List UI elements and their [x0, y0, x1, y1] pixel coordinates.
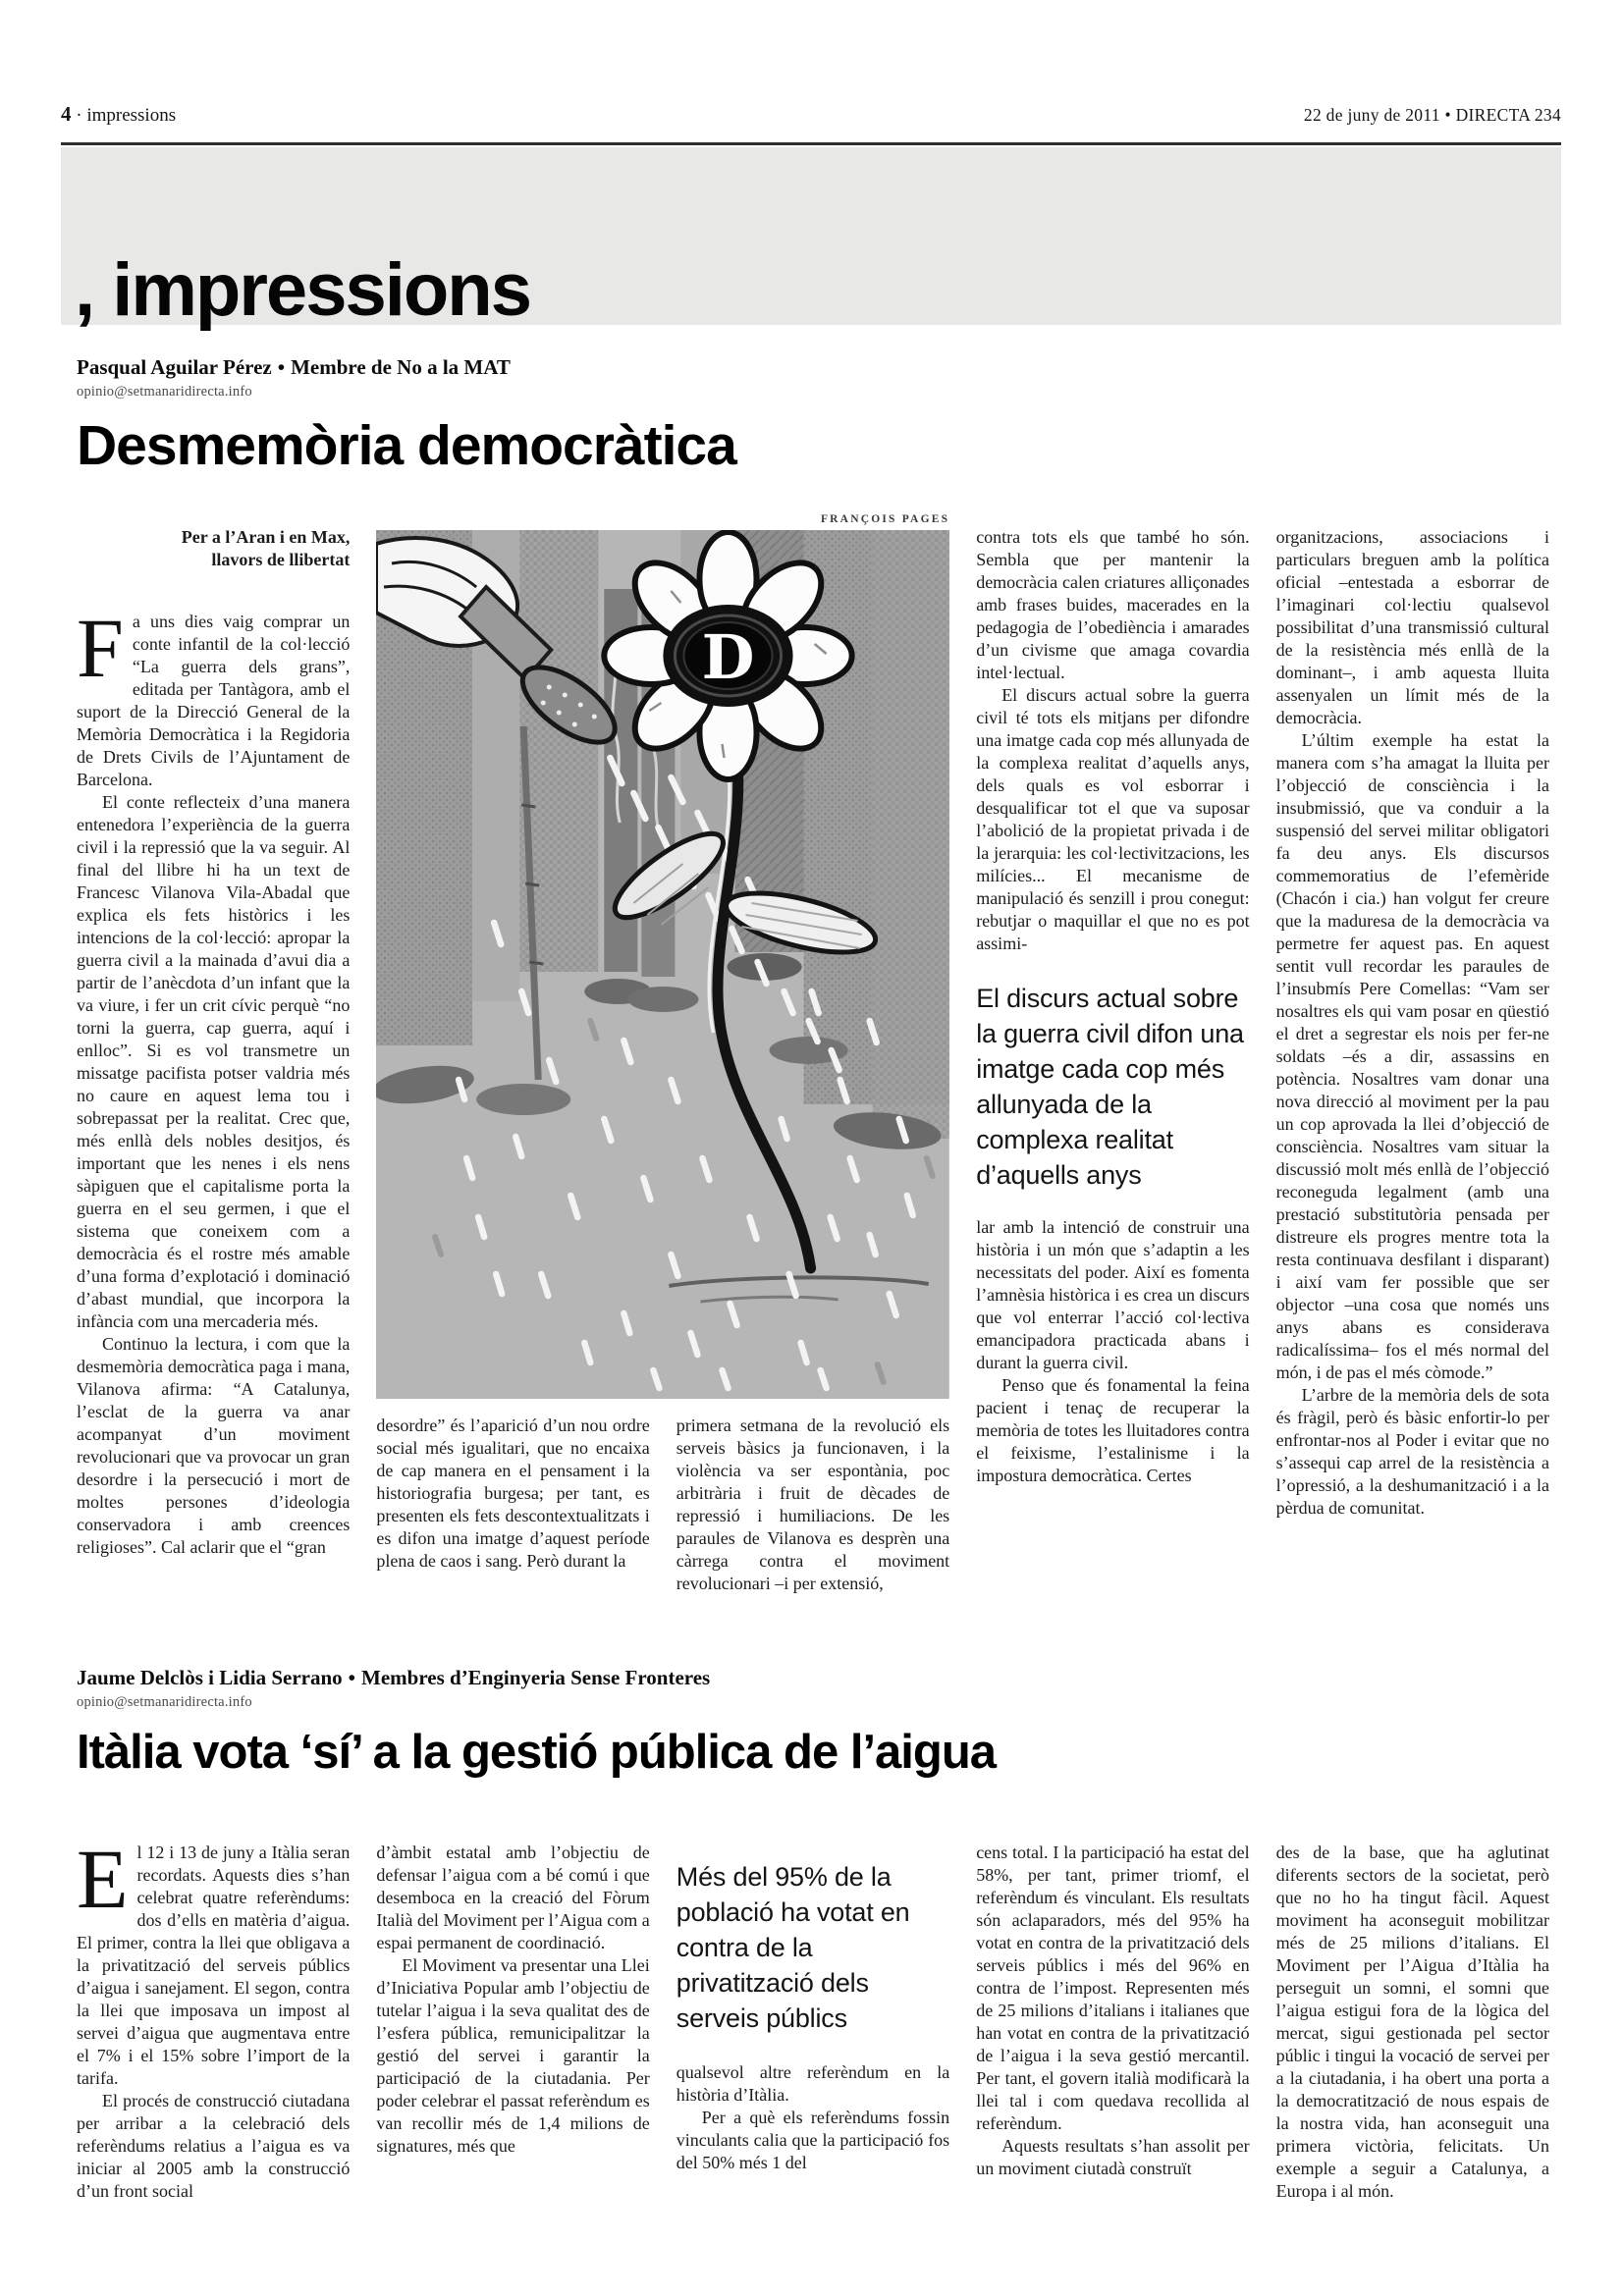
article-2-column-1 — [77, 1830, 350, 2293]
article-2-title: Itàlia vota ‘sí’ a la gestió pública de l’aigua — [77, 1726, 997, 1779]
article-2-header — [77, 1666, 1549, 1777]
article-1-byline — [77, 355, 1549, 380]
byline-separator: • — [277, 355, 286, 379]
drop-cap: F — [77, 601, 124, 695]
author-role: Membres d’Enginyeria Sense Fronteres — [361, 1666, 711, 1689]
article-1-header — [77, 355, 1549, 477]
header-section — [61, 102, 176, 127]
author-name: Jaume Delclòs i Lidia Serrano — [77, 1666, 343, 1689]
illustration-credit: FRANÇOIS PAGÈS — [820, 514, 950, 525]
dedication: Per a l’Aran i en Max, llavors de llibertat — [181, 527, 351, 569]
paragraph: L’arbre de la memòria dels de sota és fràgil, però és bàsic enfortir-lo per enfrontar-nos al Poder i evitar que no s’assequi cap arrel de la resistència a l’opressió, a la deshumanització i a la pèrdua de comunitat. — [1275, 1385, 1549, 1518]
paragraph: Aquests resultats s’han assolit per un moviment ciutadà construït — [976, 2136, 1250, 2178]
header-bullet: • — [1444, 105, 1451, 125]
section-banner-title: , impressions — [75, 248, 530, 333]
flower-watering-illustration — [376, 530, 949, 1399]
header-rule — [61, 142, 1561, 145]
article-2-body — [77, 1830, 1549, 2293]
article-1-title: Desmemòria democràtica — [77, 414, 736, 477]
paragraph: El discurs actual sobre la guerra civil té tots els mitjans per difondre una imatge cada cop més allunyada de la complexa realitat d’aquells anys, dels quals es vol esborrar i desqualificar tot el que va suposar l’abolició de la propietat privada i de la jerarquia: les col·lectivitzacions, les milícies... El mecanisme de manipulació és senzill i prou conegut: rebutjar o maquillar el que no es pot assimi- — [976, 685, 1250, 953]
pull-quote: Més del 95% de la població ha votat en contra de la privatització dels serveis públics — [676, 1862, 910, 2033]
article-1-body — [77, 514, 1549, 1658]
header-date: 22 de juny de 2011 — [1303, 105, 1440, 125]
paragraph: contra tots els que també ho són. Sembla que per mantenir la democràcia calen criatures alliçonades amb frases buides, macerades en la pedagogia de l’obediència i amarades d’un civisme que amaga covardia intel·lectual. — [976, 527, 1250, 682]
article-2-column-5 — [1276, 1830, 1549, 2293]
article-2-column-3 — [676, 1830, 949, 2293]
article-1-column-5 — [1276, 514, 1549, 1658]
paragraph: lar amb la intenció de construir una història i un món que s’adaptin a les necessitats del poder. Així es fomenta l’amnèsia històrica i es crea un discurs que vol enterrar l’acció col·lectiva emancipadora practicada abans i durant la guerra civil. — [976, 1217, 1250, 1372]
article-1-column-2 — [376, 1415, 649, 1658]
header-issue-info — [1304, 105, 1561, 126]
article-1-column-1 — [77, 514, 350, 1658]
paragraph: d’àmbit estatal amb l’objectiu de defensar l’aigua com a bé comú i que desemboca en la creació del Fòrum Italià del Moviment per l’Aigua com a espai permanent de coordinació. — [376, 1842, 650, 1952]
letter-d-ornament: D — [701, 620, 755, 693]
byline-separator: • — [348, 1666, 356, 1689]
author-email-link[interactable]: opinio@setmanaridirecta.info — [77, 1694, 252, 1710]
paragraph: Fa uns dies vaig comprar un conte infantil de la col·lecció “La guerra dels grans”, editada per Tantàgora, amb el suport de la Direcció General de la Memòria Democràtica i la Regidoria de Drets Civils de l’Ajuntament de Barcelona. — [77, 601, 351, 789]
paragraph: El 12 i 13 de juny a Itàlia seran recordats. Aquests dies s’han celebrat quatre referèndums: dos d’ells en matèria d’aigua. El primer, contra la llei que obligava a la privatització del serveis públics d’aigua i sanejament. El segon, contra la llei que imposava un impost al servei d’aigua que augmentava entre el 7% i el 15% sobre l’import de la tarifa. — [77, 1832, 351, 2088]
header-section-label: impressions — [86, 105, 177, 126]
author-email-link[interactable]: opinio@setmanaridirecta.info — [77, 384, 252, 400]
paragraph: cens total. I la participació ha estat del 58%, per tant, primer triomf, el referèndum és vinculant. Els resultats són aclaparadors, més del 95% ha votat en contra de la privatització dels serveis públics i més del 96% en contra de l’impost. Representen més de 25 milions d’italians i italianes que han votat en contra de la privatització de l’aigua i la seva gestió mercantil. Per tant, el govern italià modificarà la llei tal i com quedava recollida al referèndum. — [976, 1842, 1250, 2133]
author-role: Membre de No a la MAT — [291, 355, 511, 379]
paragraph: L’últim exemple ha estat la manera com s’ha amagat la lluita per l’objecció de consciència i la insubmissió, que va conduir a la suspensió del servei militar obligatori fa deu anys. Els discursos commemoratius de l’efemèride (Chacón i cia.) han volgut fer creure que la maduresa de la democràcia va permetre fer aquest pas. En aquest sentit vull recordar les paraules de l’insubmís Pere Comellas: “Vam ser nosaltres els qui vam posar en qüestió el dret a segrestar els nois per fer-ne soldats –és a dir, assassins en potència. Nosaltres vam donar una nova direcció al moviment per la pau un cop aprovada la llei d’objecció de consciència. Nosaltres vam situar la discussió molt més enllà de l’objecció reconeguda legalment (amb una prestació substitutòria pensada per distreure els progres mentre tota la resta continuava desfilant i disparant) i així vam fer possible que ser objector –una cosa que només uns anys abans es considerava radicalíssima– fos el més normal del món, i de pas el més còmode.” — [1275, 730, 1549, 1382]
paragraph: Continuo la lectura, i com que la desmemòria democràtica paga i mana, Vilanova afirma: “A Catalunya, l’esclat de la guerra va anar acompanyat d’un moviment revolucionari que va provocar un gran desordre i la persecució i mort de moltes persones d’ideologia conservadora i amb creences religioses”. Cal aclarir que el “gran — [77, 1334, 351, 1557]
page-number: 4 — [61, 102, 72, 126]
paragraph: El conte reflecteix d’una manera entenedora l’experiència de la guerra civil i la repressió que la va seguir. Al final del llibre hi ha un text de Francesc Vilanova Vila-Abadal que explica els fets històrics i les intencions de la col·lecció: apropar la guerra civil a la mainada d’avui dia a partir de l’anècdota d’un infant que la va viure, i fer un crit cívic perquè “no torni la guerra, cap guerra, aquí i enlloc”. Si es vol transmetre un missatge pacifista potser valdria més no caure en aquest lema tou i sobrepassat per la realitat. Crec que, més enllà dels nobles desitjos, és important que les nenes i els nens sàpiguen que el capitalisme porta la guerra en el seu germen, i que el sistema que coneixem com a democràcia és el rostre més amable d’una forma d’explotació i dominació d’abast mundial, que incorpora la infància com una mercaderia més. — [77, 792, 351, 1331]
paragraph: Per a què els referèndums fossin vinculants calia que la participació fos del 50% més 1 del — [676, 2108, 950, 2172]
paragraph: El Moviment va presentar una Llei d’Iniciativa Popular amb l’objectiu de tutelar l’aigua i la seva qualitat des de l’esfera pública, remunicipalitzar la gestió del servei i garantir la participació de la ciutadania. Per poder celebrar el passat referèndum es van recollir més de 1,4 milions de signatures, més que — [376, 1955, 650, 2156]
paragraph: qualsevol altre referèndum en la història d’Itàlia. — [676, 2062, 950, 2105]
section-banner — [61, 147, 1561, 333]
article-2-column-2 — [376, 1830, 649, 2293]
article-1-column-4 — [976, 514, 1249, 1658]
header-dot: · — [76, 105, 82, 126]
article-1-column-3 — [676, 1415, 949, 1658]
pull-quote: El discurs actual sobre la guerra civil difon una imatge cada cop més allunyada de la complexa realitat d’aquells anys — [976, 984, 1244, 1190]
author-name: Pasqual Aguilar Pérez — [77, 355, 272, 379]
paragraph: des de la base, que ha aglutinat diferents sectors de la societat, però que no ho ha tingut fàcil. Aquest moviment ha aconseguit mobilitzar més de 25 milions d’italians. El Moviment per l’Aigua d’Itàlia ha perseguit un somni, el somni que l’aigua estigui fora de la lògica del mercat, sigui gestionada pel sector públic i tingui la vocació de servei per a la ciutadania, i ha obert una porta a la democratització de nous espais de la nostra vida, han aconseguit una primera victòria, felicitats. Un exemple a seguir a Catalunya, a Europa i al món. — [1275, 1842, 1549, 2201]
page-header — [61, 102, 1561, 127]
article-2-byline — [77, 1666, 1549, 1690]
paragraph: Penso que és fonamental la feina pacient i tenaç de recuperar la memòria de totes les lluitadores contra el feixisme, l’estalinisme i la impostura democràtica. Certes — [976, 1375, 1250, 1485]
paragraph: organitzacions, associacions i particulars breguen amb la política oficial –entestada a esborrar de l’imaginari col·lectiu qualsevol possibilitat d’una transmissió cultural de la resistència més enllà de la dominant–, i amb aquesta lluita assenyalen un límit més de la democràcia. — [1275, 527, 1549, 727]
article-2-column-4 — [976, 1830, 1249, 2293]
header-issue: DIRECTA 234 — [1455, 105, 1561, 125]
paragraph: primera setmana de la revolució els serveis bàsics ja funcionaven, i la violència va ser espontània, poc arbitrària i fruit de dècades de repressió i humiliacions. De les paraules de Vilanova es desprèn una càrrega contra el moviment revolucionari –i per extensió, — [676, 1415, 950, 1593]
drop-cap: E — [77, 1832, 129, 1926]
paragraph: desordre” és l’aparició d’un nou ordre social més igualitari, que no encaixa de cap manera en el pensament i la historiografia burgesa; per tant, es presenten els fets descontextualitzats i es difon una imatge d’aquest període plena de caos i sang. Però durant la — [376, 1415, 650, 1571]
article-1-illustration — [376, 514, 949, 1401]
paragraph: El procés de construcció ciutadana per arribar a la celebració dels referèndums relatius a l’aigua es va iniciar al 2005 amb la construcció d’un front social — [77, 2091, 351, 2201]
